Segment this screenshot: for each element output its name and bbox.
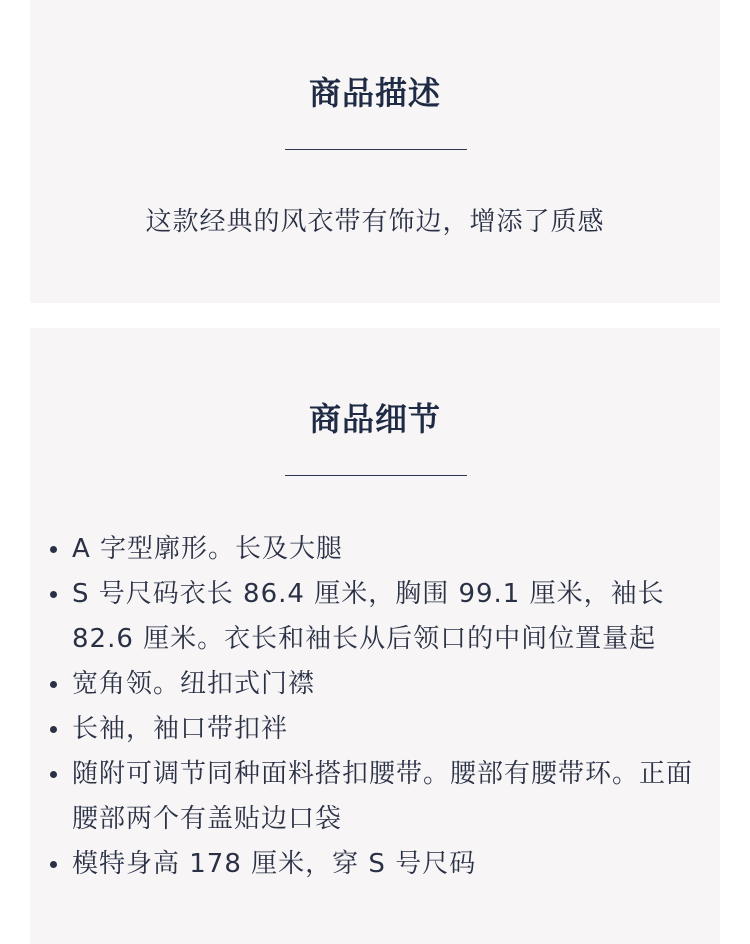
bullet-icon	[50, 546, 57, 553]
list-item-text: S 号尺码衣长 86.4 厘米，胸围 99.1 厘米，袖长 82.6 厘米。衣长和袖长从后领口的中间位置量起	[72, 579, 665, 654]
product-details-title: 商品细节	[308, 400, 441, 438]
list-item	[72, 707, 702, 752]
product-details-list	[72, 527, 702, 887]
bullet-icon	[50, 861, 57, 868]
list-item-text: 长袖，袖口带扣袢	[72, 714, 289, 744]
bullet-icon	[50, 771, 57, 778]
list-item	[72, 527, 702, 572]
list-item-text: 模特身高 178 厘米，穿 S 号尺码	[72, 849, 477, 879]
title-divider	[285, 149, 467, 150]
list-item-text: A 字型廓形。长及大腿	[72, 534, 344, 564]
list-item	[72, 752, 702, 842]
list-item-text: 宽角领。纽扣式门襟	[72, 669, 316, 699]
product-description-text: 这款经典的风衣带有饰边，增添了质感	[145, 207, 605, 237]
product-details-card	[30, 328, 720, 944]
bullet-icon	[50, 681, 57, 688]
list-item	[72, 662, 702, 707]
bullet-icon	[50, 591, 57, 598]
product-description-title: 商品描述	[308, 74, 441, 112]
list-item	[72, 572, 702, 662]
product-description-card	[30, 0, 720, 303]
title-divider	[285, 475, 467, 476]
bullet-icon	[50, 726, 57, 733]
list-item	[72, 842, 702, 887]
list-item-text: 随附可调节同种面料搭扣腰带。腰部有腰带环。正面腰部两个有盖贴边口袋	[72, 759, 694, 834]
